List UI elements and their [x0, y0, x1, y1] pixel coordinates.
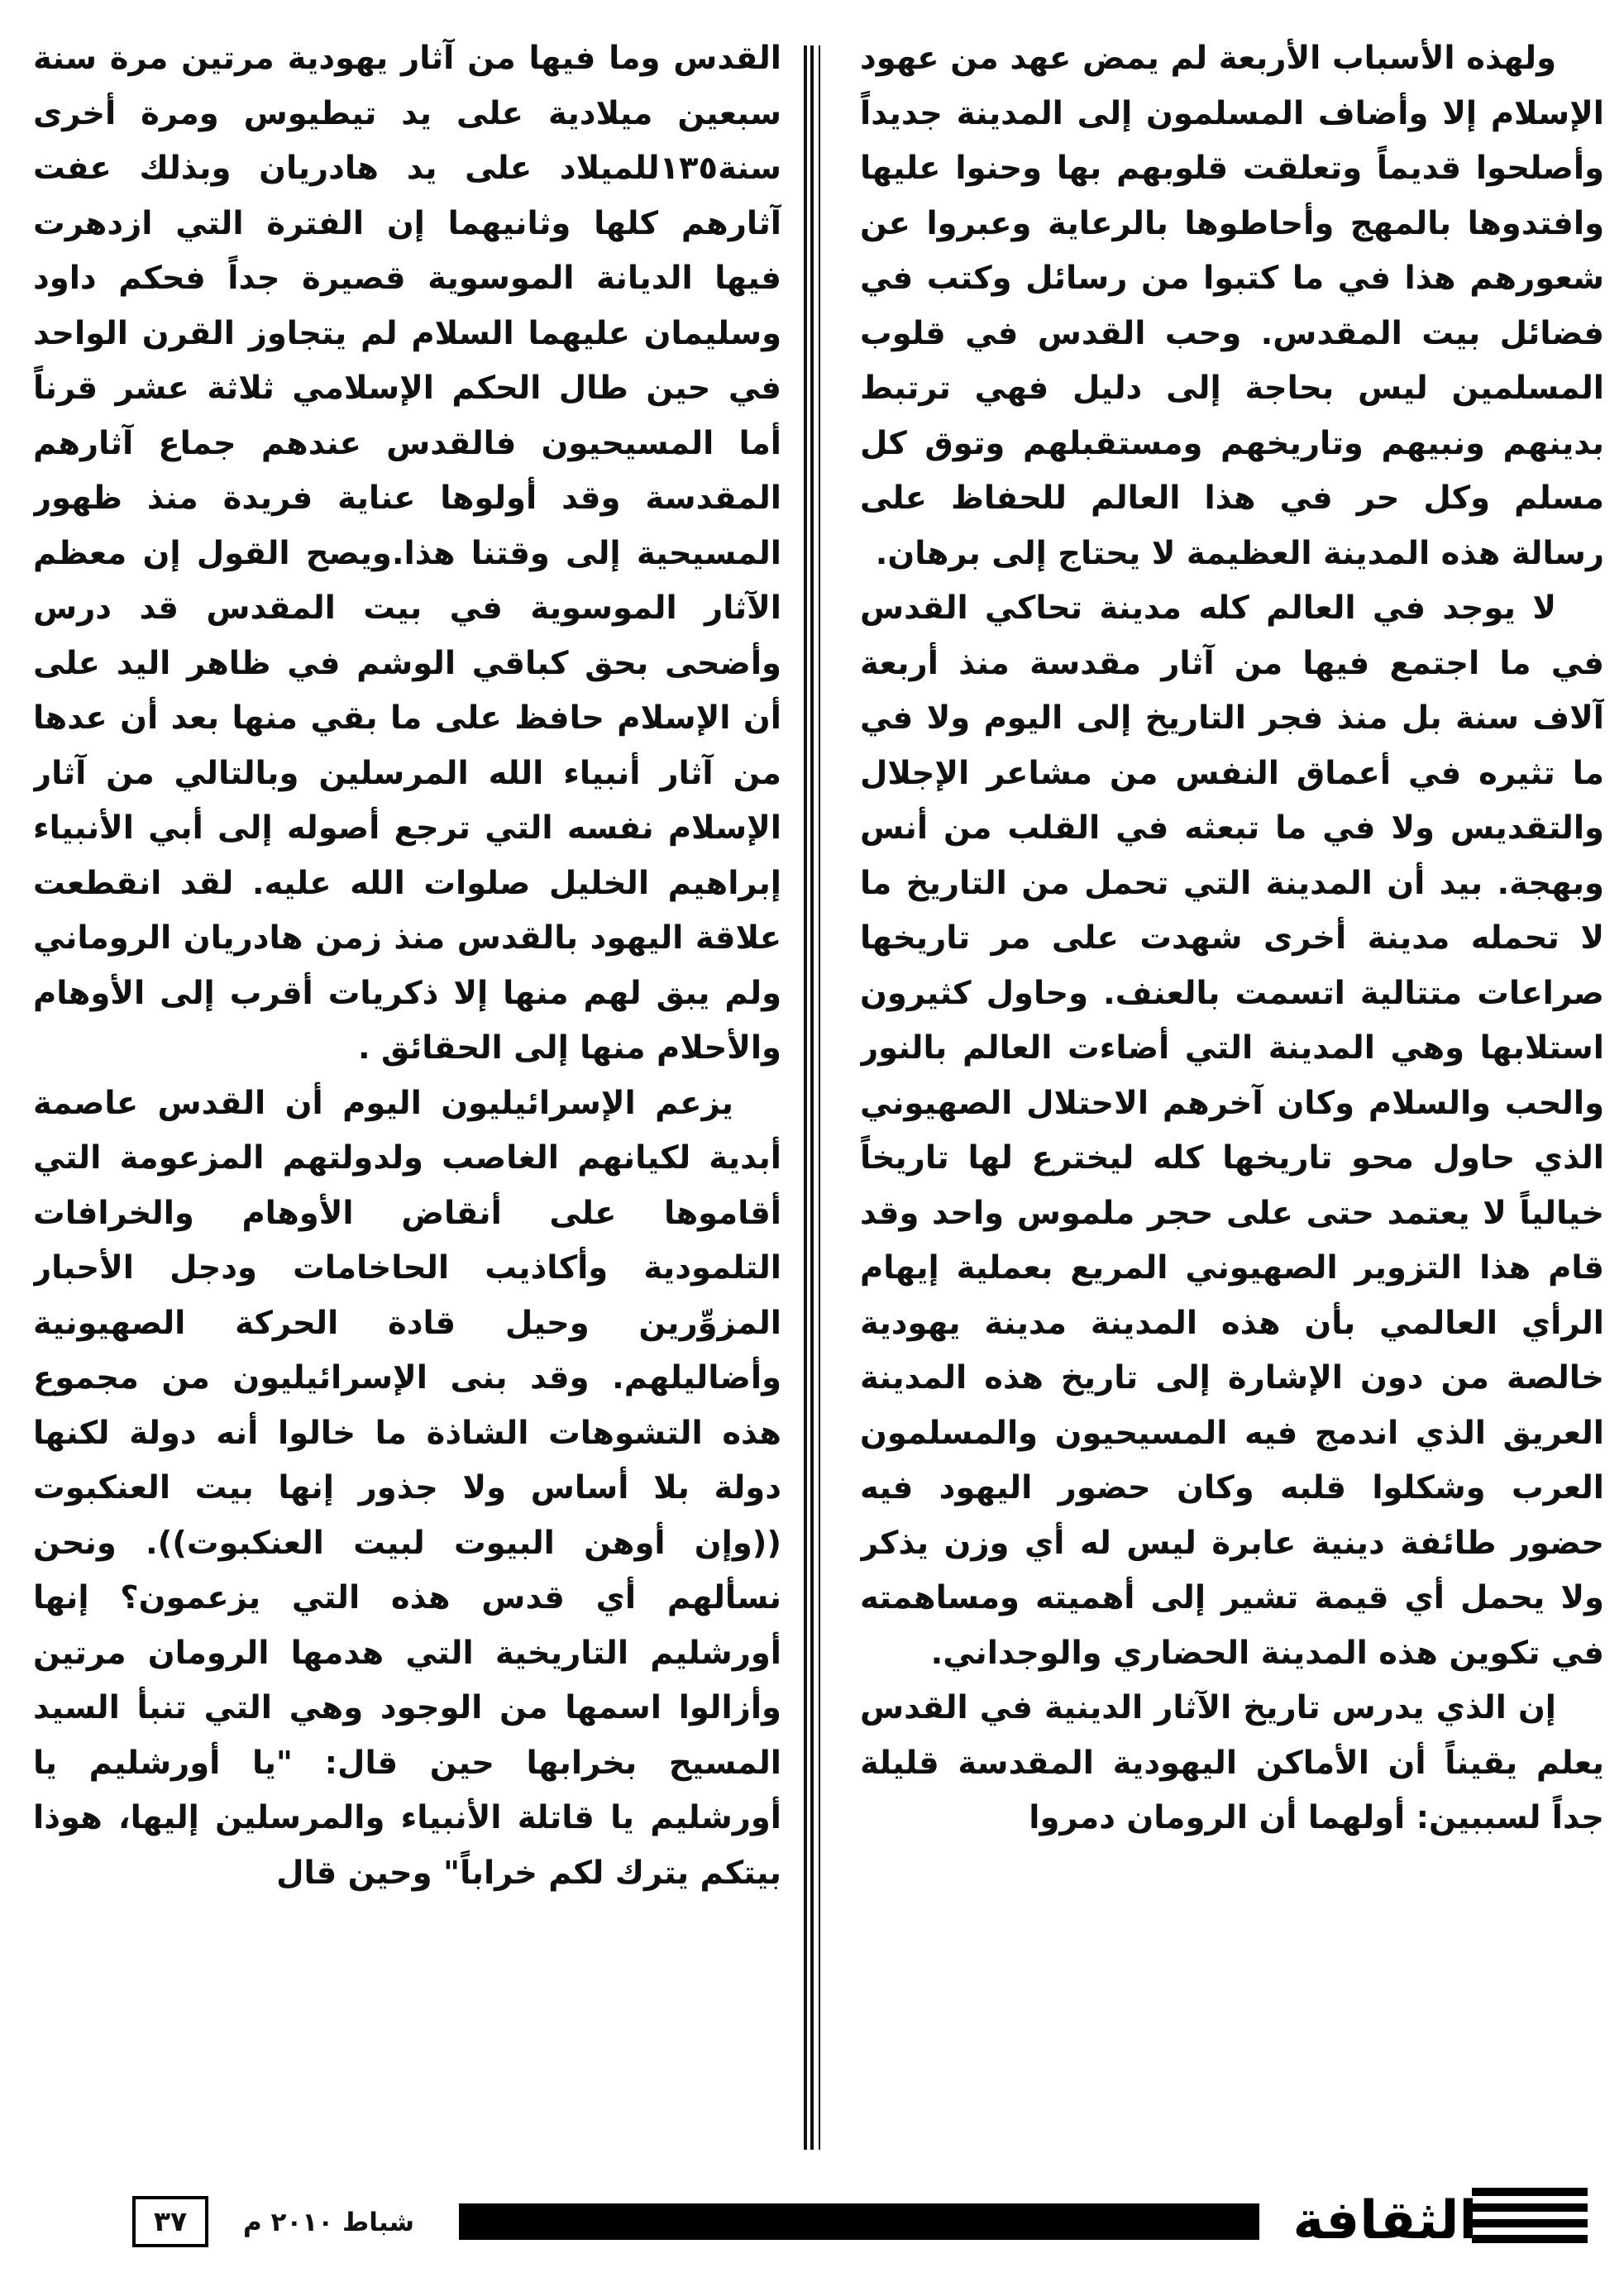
column-divider — [810, 45, 814, 2150]
page-number: ٣٧ — [132, 2196, 208, 2247]
text-column-right — [860, 31, 1604, 2148]
issue-date: شباط ٢٠١٠ م — [243, 2208, 414, 2237]
paragraph: يزعم الإسرائيليون اليوم أن القدس عاصمة أبدية لكيانهم الغاصب ولدولتهم المزعومة التي أقاموها على أنقاض الأوهام والخرافات التلمودية وأكاذيب الحاخامات ودجل الأحبار المزوِّرين وحيل قادة الحركة الصهيونية وأضاليلهم. وقد بنى الإسرائيليون من مجموع هذه التشوهات الشاذة ما خالوا أنه دولة لكنها دولة بلا أساس ولا جذور إنها بيت العنكبوت ((وإن أوهن البيوت لبيت العنكبوت)). ونحن نسألهم أي قدس هذه التي يزعمون؟ إنها أورشليم التاريخية التي هدمها الرومان مرتين وأزالوا اسمها من الوجود وهي التي تنبأ السيد المسيح بخرابها حين قال: "يا أورشليم يا أورشليم يا قاتلة الأنبياء والمرسلين إليها، هوذا بيتكم يترك لكم خراباً" وحين قال — [33, 1084, 781, 1892]
page-footer — [0, 2183, 1624, 2282]
paragraph: القدس وما فيها من آثار يهودية مرتين مرة سنة سبعين ميلادية على يد تيطيوس ومرة أخرى سنة١٣٥للميلاد على يد هادريان وبذلك عفت آثارهم كلها وثانيهما إن الفترة التي ازدهرت فيها الديانة الموسوية قصيرة جداً فحكم داود وسليمان عليهما السلام لم يتجاوز القرن الواحد في حين طال الحكم الإسلامي ثلاثة عشر قرناً أما المسيحيون فالقدس عندهم جماع آثارهم المقدسة وقد أولوها عناية فريدة منذ ظهور المسيحية إلى وقتنا هذا.ويصح القول إن معظم الآثار الموسوية في بيت المقدس قد درس وأضحى بحق كباقي الوشم في ظاهر اليد على أن الإسلام حافظ على ما بقي منها بعد أن عدها من آثار أنبياء الله المرسلين وبالتالي من آثار الإسلام نفسه التي ترجع أصوله إلى أبي الأنبياء إبراهيم الخليل صلوات الله عليه. لقد انقطعت علاقة اليهود بالقدس منذ زمن هادريان الروماني ولم يبق لهم منها إلا ذكريات أقرب إلى الأوهام والأحلام منها إلى الحقائق . — [33, 40, 781, 1067]
footer-rule — [459, 2203, 1259, 2240]
paragraph: إن الذي يدرس تاريخ الآثار الدينية في القدس يعلم يقيناً أن الأماكن اليهودية المقدسة قليلة جداً لسببين: أولهما أن الرومان دمروا — [860, 1689, 1604, 1836]
paragraph: ولهذه الأسباب الأربعة لم يمض عهد من عهود الإسلام إلا وأضاف المسلمون إلى المدينة جديداً وأصلحوا قديماً وتعلقت قلوبهم بها وحنوا عليها وافتدوها بالمهج وأحاطوها بالرعاية وعبروا عن شعورهم هذا في ما كتبوا من رسائل وكتب في فضائل بيت المقدس. وحب القدس في قلوب المسلمين ليس بحاجة إلى دليل فهي ترتبط بدينهم ونبيهم وتاريخهم ومستقبلهم وتوق كل مسلم وكل حر في هذا العالم للحفاظ على رسالة هذه المدينة العظيمة لا يحتاج إلى برهان. — [860, 40, 1604, 572]
paragraph: لا يوجد في العالم كله مدينة تحاكي القدس في ما اجتمع فيها من آثار مقدسة منذ أربعة آلاف سنة بل منذ فجر التاريخ إلى اليوم ولا في ما تثيره في أعماق النفس من مشاعر الإجلال والتقديس ولا في ما تبعثه في القلب من أنس وبهجة. بيد أن المدينة التي تحمل من التاريخ ما لا تحمله مدينة أخرى شهدت على مر تاريخها صراعات متتالية اتسمت بالعنف. وحاول كثيرون استلابها وهي المدينة التي أضاءت العالم بالنور والحب والسلام وكان آخرهم الاحتلال الصهيوني الذي حاول محو تاريخها كله ليخترع لها تاريخاً خيالياً لا يعتمد حتى على حجر ملموس واحد وقد قام هذا التزوير الصهيوني المريع بعملية إيهام الرأي العالمي بأن هذه المدينة مدينة يهودية خالصة من دون الإشارة إلى تاريخ هذه المدينة العريق الذي اندمج فيه المسيحيون والمسلمون العرب وشكلوا قلبه وكان حضور اليهود فيه حضور طائفة دينية عابرة ليس له أي وزن يذكر ولا يحمل أي قيمة تشير إلى أهميته ومساهمته في تكوين هذه المدينة الحضاري والوجداني. — [860, 590, 1604, 1672]
text-column-left — [33, 31, 781, 2148]
column-divider — [804, 45, 807, 2150]
magazine-logo: الثقافة — [1292, 2190, 1478, 2251]
column-divider — [819, 45, 820, 2150]
